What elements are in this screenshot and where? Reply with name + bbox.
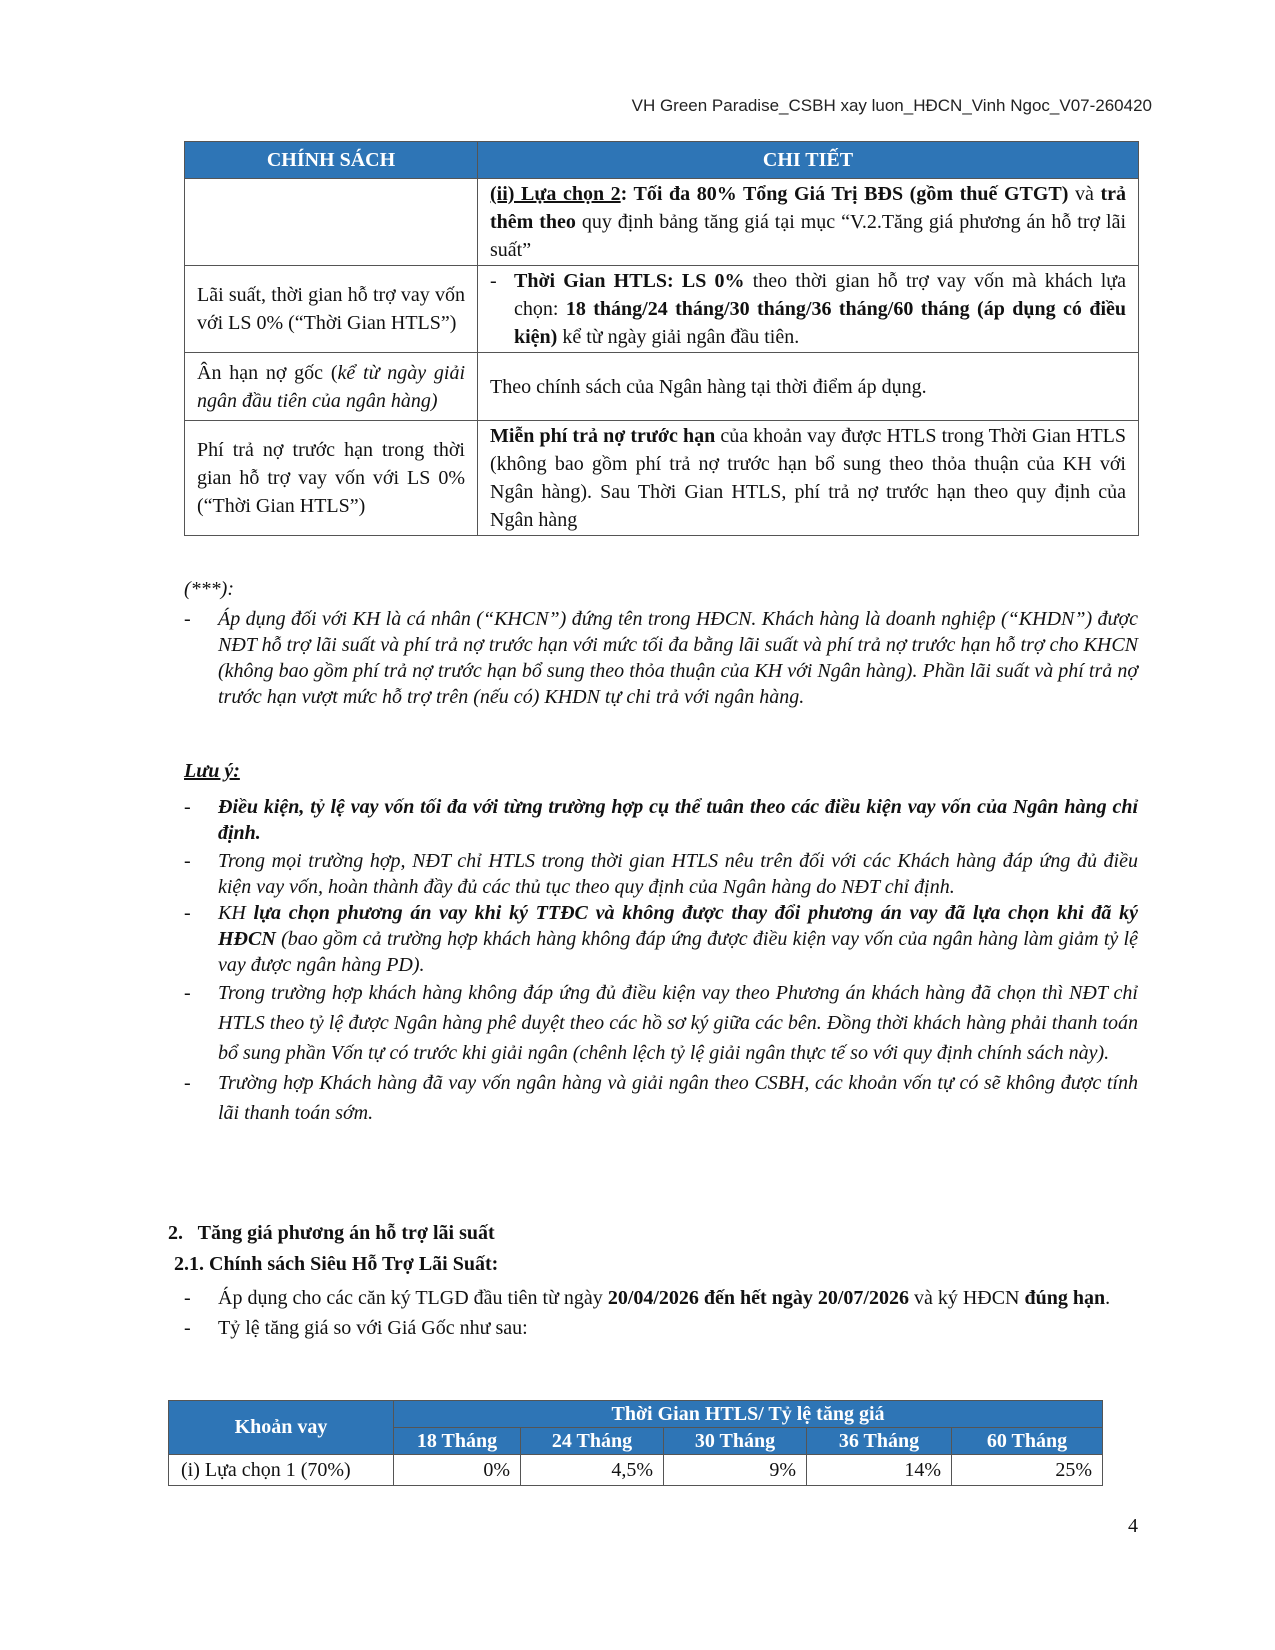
loan-option-label: (i) Lựa chọn 1 (70%)	[169, 1455, 394, 1486]
policy-table-header	[185, 142, 1139, 179]
list-item: - Trong mọi trường hợp, NĐT chỉ HTLS trong thời gian HTLS nêu trên đối với các Khách hàng đáp ứng đủ điều kiện vay vốn, hoàn thành đầy đủ các thủ tục theo quy định của Ngân hàng do NĐT chỉ định.	[184, 850, 1138, 898]
htls-text-end: kể từ ngày giải ngân đầu tiên.	[557, 326, 800, 348]
note-text: Trong trường hợp khách hàng không đáp ứng đủ điều kiện vay theo Phương án khách hàng đã chọn thì NĐT chỉ HTLS theo tỷ lệ được Ngân hàng phê duyệt theo các hồ sơ ký giữa các bên. Đồng thời khách hàng phải thanh toán bổ sung phần Vốn tự có trước khi giải ngân (chênh lệch tỷ lệ giải ngân thực tế so với quy định chính sách này).	[218, 982, 1138, 1064]
footnote-text: Áp dụng đối với KH là cá nhân (“KHCN”) đứng tên trong HĐCN. Khách hàng là doanh nghiệp (“KHDN”) được NĐT hỗ trợ lãi suất và phí trả nợ trước hạn với mức tối đa bằng lãi suất và phí trả nợ trước hạn hỗ trợ cho KHCN (không bao gồm phí trả nợ trước hạn bổ sung theo thỏa thuận của KH với Ngân hàng). Phần lãi suất và phí trả nợ trước hạn vượt mức hỗ trợ trên (nếu có) KHDN tự chi trả với ngân hàng.	[218, 608, 1138, 708]
list-item: - Điều kiện, tỷ lệ vay vốn tối đa với từng trường hợp cụ thể tuân theo các điều kiện vay vốn của Ngân hàng chỉ định.	[184, 796, 1138, 844]
list-item: - KH lựa chọn phương án vay khi ký TTĐC và không được thay đổi phương án vay đã lựa chọn khi đã ký HĐCN (bao gồm cả trường hợp khách hàng không đáp ứng được điều kiện vay vốn của ngân hàng làm giảm tỷ lệ vay được ngân hàng PD).	[184, 902, 1138, 976]
detail-cell	[478, 421, 1139, 536]
policy-table	[184, 141, 1139, 536]
option-text: : Tối đa 80% Tổng Giá Trị BĐS (gồm thuế GTGT)	[620, 183, 1069, 205]
rate-cell: 4,5%	[521, 1455, 664, 1486]
policy-cell	[185, 353, 478, 421]
bullet-text: .	[1105, 1287, 1111, 1309]
rate-cell: 9%	[664, 1455, 807, 1486]
on-time: đúng hạn	[1024, 1287, 1106, 1309]
table-header-row	[169, 1401, 1103, 1428]
free-prepay-label: Miễn phí trả nợ trước hạn	[490, 425, 716, 447]
list-item: - Trường hợp Khách hàng đã vay vốn ngân hàng và giải ngân theo CSBH, các khoản vốn tự có sẽ không được tính lãi thanh toán sớm.	[184, 1068, 1138, 1128]
and-text: và	[1068, 183, 1101, 205]
pay-more-text: trả thêm theo	[490, 183, 1126, 233]
bullet-text: Áp dụng cho các căn ký TLGD đầu tiên từ ngày	[218, 1287, 608, 1309]
page-number: 4	[1128, 1515, 1138, 1537]
rate-cell: 14%	[807, 1455, 952, 1486]
subsection-title: 2.1. Chính sách Siêu Hỗ Trợ Lãi Suất:	[174, 1253, 499, 1275]
free-prepay-text: của khoản vay được HTLS trong Thời Gian HTLS (không bao gồm phí trả nợ trước hạn bổ sung theo thỏa thuận của KH với Ngân hàng). Sau Thời Gian HTLS, phí trả nợ trước hạn theo quy định của Ngân hàng	[490, 425, 1126, 531]
running-header: VH Green Paradise_CSBH xay luon_HĐCN_Vinh Ngoc_V07-260420	[631, 96, 1152, 115]
rate-cell: 0%	[394, 1455, 521, 1486]
footnote-marker: (***):	[184, 578, 234, 600]
detail-cell: Theo chính sách của Ngân hàng tại thời điểm áp dụng.	[478, 353, 1139, 421]
list-item: - Trong trường hợp khách hàng không đáp ứng đủ điều kiện vay theo Phương án khách hàng đã chọn thì NĐT chỉ HTLS theo tỷ lệ được Ngân hàng phê duyệt theo các hồ sơ ký giữa các bên. Đồng thời khách hàng phải thanh toán bổ sung phần Vốn tự có trước khi giải ngân (chênh lệch tỷ lệ giải ngân thực tế so với quy định chính sách này).	[184, 978, 1138, 1068]
note-text: Trường hợp Khách hàng đã vay vốn ngân hàng và giải ngân theo CSBH, các khoản vốn tự có sẽ không được tính lãi thanh toán sớm.	[218, 1072, 1138, 1124]
note-text: (bao gồm cả trường hợp khách hàng không đáp ứng được điều kiện vay vốn của ngân hàng làm giảm tỷ lệ vay được ngân hàng PD).	[218, 928, 1138, 976]
note-text: Trong mọi trường hợp, NĐT chỉ HTLS trong thời gian HTLS nêu trên đối với các Khách hàng đáp ứng đủ điều kiện vay vốn, hoàn thành đầy đủ các thủ tục theo quy định của Ngân hàng do NĐT chỉ định.	[218, 850, 1138, 898]
col-header-loan: Khoản vay	[169, 1401, 394, 1455]
note-text-bold: lựa chọn phương án vay khi ký TTĐC và không được thay đổi phương án vay đã lựa chọn khi đã ký HĐCN	[218, 902, 1138, 950]
section-bullets	[184, 1283, 1138, 1343]
option-label: (ii) Lựa chọn 2	[490, 183, 621, 205]
policy-cell	[185, 179, 478, 266]
htls-text: theo thời gian hỗ trợ vay vốn mà khách lựa chọn:	[514, 270, 1127, 320]
col-header-policy: CHÍNH SÁCH	[185, 142, 478, 179]
note-text: Điều kiện, tỷ lệ vay vốn tối đa với từng trường hợp cụ thể tuân theo các điều kiện vay vốn của Ngân hàng chỉ định.	[218, 796, 1138, 844]
policy-cell: Phí trả nợ trước hạn trong thời gian hỗ trợ vay vốn với LS 0% (“Thời Gian HTLS”)	[185, 421, 478, 536]
group-header: Thời Gian HTLS/ Tỷ lệ tăng giá	[394, 1401, 1103, 1428]
table-row	[185, 266, 1139, 353]
grace-label-italic: kể từ ngày giải ngân đầu tiên của ngân hàng)	[197, 361, 465, 412]
bullet-text: và ký HĐCN	[908, 1287, 1025, 1309]
term-header: 24 Tháng	[521, 1428, 664, 1455]
detail-cell	[478, 266, 1139, 353]
htls-label: Thời Gian HTLS: LS 0%	[514, 270, 745, 292]
list-item: - Tỷ lệ tăng giá so với Giá Gốc như sau:	[184, 1313, 1138, 1343]
note-text: KH	[218, 902, 254, 924]
list-item: - Áp dụng cho các căn ký TLGD đầu tiên từ ngày 20/04/2026 đến hết ngày 20/07/2026 và ký HĐCN đúng hạn.	[184, 1287, 1111, 1309]
list-item: - Áp dụng đối với KH là cá nhân (“KHCN”) đứng tên trong HĐCN. Khách hàng là doanh nghiệp (“KHDN”) được NĐT hỗ trợ lãi suất và phí trả nợ trước hạn với mức tối đa bằng lãi suất và phí trả nợ trước hạn hỗ trợ cho KHCN (không bao gồm phí trả nợ trước hạn bổ sung theo thỏa thuận của KH với Ngân hàng). Phần lãi suất và phí trả nợ trước hạn vượt mức hỗ trợ trên (nếu có) KHDN tự chi trả với ngân hàng.	[184, 608, 1138, 708]
notes-block	[184, 758, 1138, 1128]
section-title: 2. Tăng giá phương án hỗ trợ lãi suất	[168, 1222, 495, 1244]
grace-label: Ân hạn nợ gốc (	[197, 361, 338, 384]
policy-cell: Lãi suất, thời gian hỗ trợ vay vốn với LS 0% (“Thời Gian HTLS”)	[185, 266, 478, 353]
term-header: 36 Tháng	[807, 1428, 952, 1455]
term-header: 60 Tháng	[952, 1428, 1103, 1455]
detail-cell	[478, 179, 1139, 266]
footnote-block	[184, 576, 1138, 710]
rate-cell: 25%	[952, 1455, 1103, 1486]
date-range: 20/04/2026 đến hết ngày 20/07/2026	[607, 1287, 909, 1309]
table-row	[185, 421, 1139, 536]
term-header: 18 Tháng	[394, 1428, 521, 1455]
term-header: 30 Tháng	[664, 1428, 807, 1455]
col-header-detail: CHI TIẾT	[478, 142, 1139, 179]
bullet-text: Tỷ lệ tăng giá so với Giá Gốc như sau:	[218, 1317, 528, 1339]
table-row	[185, 353, 1139, 421]
htls-terms: 18 tháng/24 tháng/30 tháng/36 tháng/60 tháng (áp dụng có điều kiện)	[514, 298, 1126, 348]
rest-text: quy định bảng tăng giá tại mục “V.2.Tăng giá phương án hỗ trợ lãi suất”	[490, 211, 1127, 261]
table-row	[185, 179, 1139, 266]
bullet-dash: -	[490, 270, 497, 292]
table-row	[169, 1455, 1103, 1486]
notes-title: Lưu ý:	[184, 760, 240, 782]
price-increase-table	[168, 1400, 1103, 1486]
